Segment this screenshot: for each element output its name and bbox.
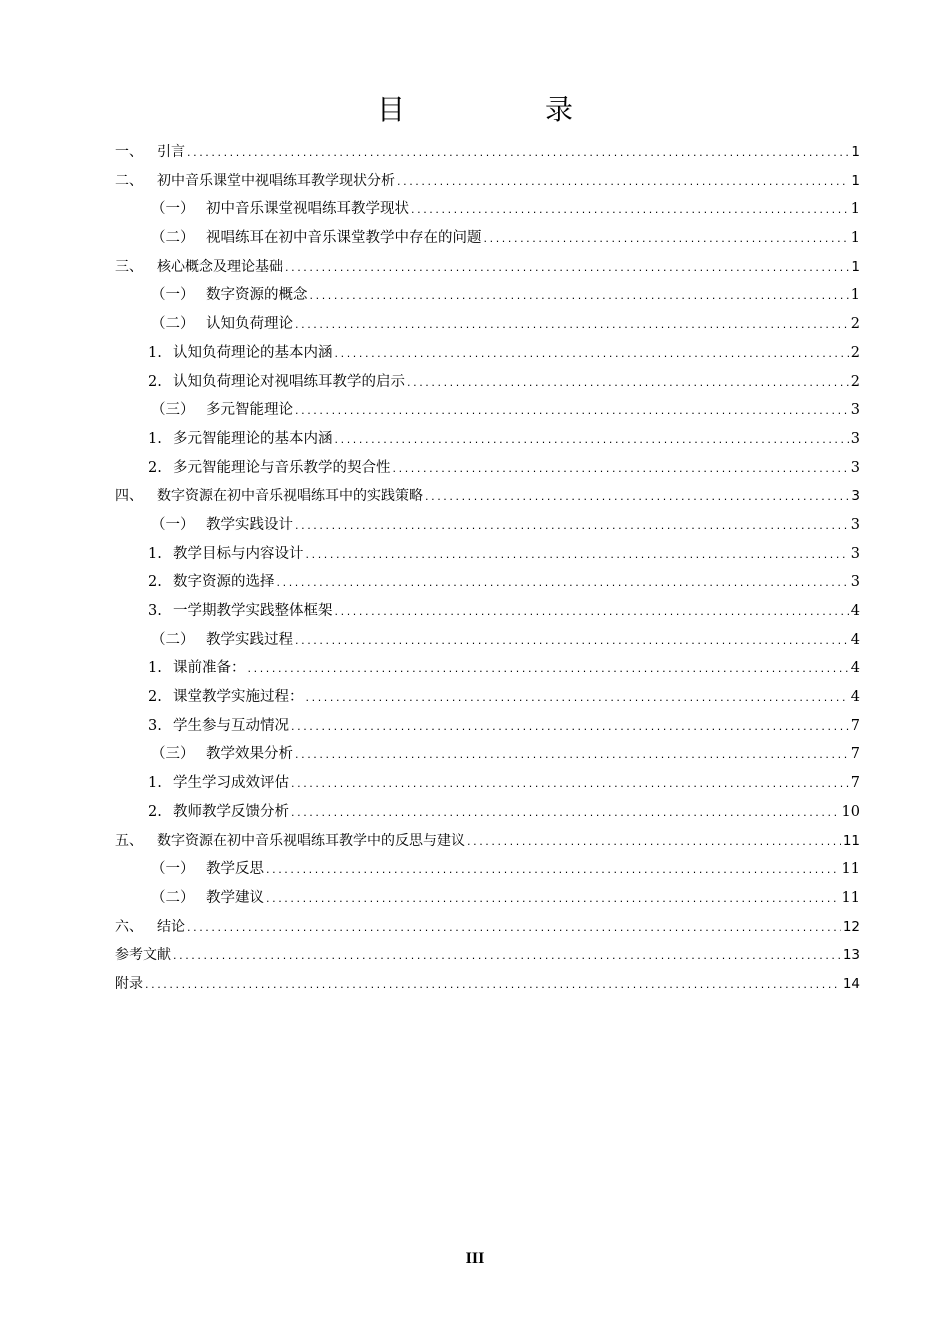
toc-entry-page: 7 [850,746,860,763]
dot-leader [187,914,841,943]
dot-leader [335,426,849,455]
toc-entry-title: 视唱练耳在初中音乐课堂教学中存在的问题 [206,230,482,247]
dot-leader [266,885,840,914]
dot-leader [306,684,849,713]
toc-entry[interactable] [115,540,860,569]
dot-leader [411,196,849,225]
dot-leader [425,483,849,512]
toc-entry-page: 11 [841,861,860,878]
toc-entry-title: 课前准备： [173,660,246,677]
toc-entry-number: （三） [151,746,195,763]
toc-entry-page: 1 [850,230,860,247]
toc-entry-title: 数字资源在初中音乐视唱练耳教学中的反思与建议 [157,832,465,849]
toc-entry[interactable] [115,798,860,827]
toc-entry-title: 数字资源的概念 [206,287,308,304]
toc-entry-page: 3 [850,402,860,419]
dot-leader [291,713,849,742]
toc-entry-number: （二） [151,631,195,648]
toc-entry-page: 1 [850,287,860,304]
toc-entry[interactable] [115,195,860,224]
toc-entry[interactable] [115,712,860,741]
toc-entry-number: 2. [148,689,162,706]
toc-entry-title: 教学实践设计 [206,516,293,533]
toc-entry-title: 初中音乐课堂视唱练耳教学现状 [206,201,409,218]
toc-entry[interactable] [115,568,860,597]
toc-entry-number: （二） [151,889,195,906]
toc-entry-number: 六、 [115,918,143,935]
toc-entry-page: 13 [842,947,860,964]
dot-leader [335,340,849,369]
toc-entry-title: 多元智能理论 [206,402,293,419]
toc-entry-number: （二） [151,230,195,247]
dot-leader [335,598,849,627]
toc-entry-page: 1 [851,172,860,189]
toc-entry-number: 2. [148,459,162,476]
toc-entry[interactable] [115,626,860,655]
toc-entry[interactable] [115,827,860,856]
toc-entry[interactable] [115,884,860,913]
toc-entry[interactable] [115,368,860,397]
toc-entry-number: 1. [148,660,162,677]
toc-entry-title: 课堂教学实施过程： [173,689,304,706]
toc-entry-number: 3. [148,717,162,734]
toc-entry[interactable] [115,224,860,253]
toc-entry-number: 1. [148,545,162,562]
toc-entry[interactable] [115,970,860,999]
toc-entry-number: 1. [148,775,162,792]
toc-entry-title: 核心概念及理论基础 [157,258,283,275]
toc-entry-number: （一） [151,861,195,878]
toc-entry-title: 认知负荷理论的基本内涵 [173,344,333,361]
toc-entry[interactable] [115,253,860,282]
dot-leader [173,942,841,971]
dot-leader [306,541,849,570]
toc-entry-title: 教学实践过程 [206,631,293,648]
dot-leader [295,311,849,340]
dot-leader [295,741,849,770]
toc-entry-number: 五、 [115,832,143,849]
dot-leader [291,799,840,828]
toc-entry[interactable] [115,396,860,425]
toc-entry-page: 10 [841,803,860,820]
dot-leader [295,512,849,541]
toc-entry-page: 3 [850,545,860,562]
toc-entry-title: 引言 [157,144,185,160]
toc-entry-page: 3 [850,459,860,476]
toc-entry-number: （二） [151,316,195,333]
toc-entry-title: 附录 [115,975,143,992]
toc-entry-title: 学生学习成效评估 [173,775,289,792]
toc-entry-title: 多元智能理论的基本内涵 [173,430,333,447]
toc-entry-page: 1 [851,258,860,275]
dot-leader [187,139,849,168]
page-number: III [465,1250,485,1267]
toc-entry[interactable] [115,425,860,454]
toc-entry-title: 结论 [157,918,185,935]
toc-entry-title: 认知负荷理论对视唱练耳教学的启示 [173,373,405,390]
toc-entry[interactable] [115,281,860,310]
toc-entry-number: 2. [148,574,162,591]
toc-entry-number: 1. [148,344,162,361]
toc-entry-page: 3 [850,516,860,533]
dot-leader [145,971,841,1000]
toc-entry-title: 参考文献 [115,947,171,964]
toc-entry-page: 1 [850,201,860,218]
toc-entry-page: 14 [842,975,860,992]
toc-entry-page: 4 [850,660,860,677]
toc-entry-page: 3 [850,574,860,591]
toc-entry-title: 初中音乐课堂中视唱练耳教学现状分析 [157,172,395,189]
toc-entry[interactable] [115,511,860,540]
toc-entry-number: 三、 [115,258,143,275]
toc-entry-title: 学生参与互动情况 [173,717,289,734]
toc-entry-page: 2 [850,373,860,390]
toc-entry[interactable] [115,769,860,798]
dot-leader [393,455,849,484]
toc-entry[interactable] [115,310,860,339]
toc-entry[interactable] [115,740,860,769]
toc-entry-page: 4 [850,689,860,706]
dot-leader [248,655,849,684]
toc-entry-page: 3 [850,430,860,447]
toc-entry[interactable] [115,138,860,167]
toc-entry-page: 1 [851,144,860,160]
toc-entry-page: 11 [842,832,860,849]
toc-entry-number: 四、 [115,488,143,505]
toc-entry-title: 教师教学反馈分析 [173,803,289,820]
dot-leader [285,254,849,283]
toc-entry-title: 认知负荷理论 [206,316,293,333]
toc-entry[interactable] [115,913,860,942]
toc-entry-number: 1. [148,430,162,447]
dot-leader [484,225,849,254]
toc-entry[interactable] [115,654,860,683]
toc-entry[interactable] [115,683,860,712]
toc-entry-number: （一） [151,201,195,218]
toc-entry-page: 2 [850,344,860,361]
toc-entry[interactable] [115,167,860,196]
toc-entry-page: 4 [850,631,860,648]
toc-entry-title: 教学建议 [206,889,264,906]
toc-entry-page: 12 [842,918,860,935]
dot-leader [295,627,849,656]
dot-leader [295,397,849,426]
toc-entry-title: 教学目标与内容设计 [173,545,304,562]
dot-leader [291,770,849,799]
toc-entry-number: （一） [151,516,195,533]
toc-title: 目 录 [376,93,629,126]
toc-entry-number: 一、 [115,144,143,160]
toc-entry-page: 2 [850,316,860,333]
toc-entry-page: 7 [850,717,860,734]
dot-leader [277,569,849,598]
table-of-contents [115,138,860,999]
toc-entry[interactable] [115,855,860,884]
toc-entry-page: 4 [850,603,860,619]
dot-leader [266,856,840,885]
dot-leader [397,168,849,197]
toc-entry-number: 3. [148,603,162,619]
toc-entry-title: 多元智能理论与音乐教学的契合性 [173,459,391,476]
toc-entry-page: 3 [851,488,860,505]
toc-entry[interactable] [115,597,860,626]
dot-leader [467,828,841,857]
toc-entry-title: 数字资源在初中音乐视唱练耳中的实践策略 [157,488,423,505]
toc-entry[interactable] [115,482,860,511]
toc-entry-number: （一） [151,287,195,304]
dot-leader [310,282,849,311]
toc-entry-title: 一学期教学实践整体框架 [173,603,333,619]
dot-leader [407,369,849,398]
toc-entry-page: 11 [841,889,860,906]
toc-entry-title: 教学效果分析 [206,746,293,763]
toc-entry-number: （三） [151,402,195,419]
toc-entry-number: 二、 [115,172,143,189]
toc-entry-number: 2. [148,803,162,820]
toc-entry-page: 7 [850,775,860,792]
toc-entry[interactable] [115,454,860,483]
toc-entry[interactable] [115,339,860,368]
toc-entry[interactable] [115,941,860,970]
toc-entry-title: 教学反思 [206,861,264,878]
toc-entry-title: 数字资源的选择 [173,574,275,591]
toc-entry-number: 2. [148,373,162,390]
